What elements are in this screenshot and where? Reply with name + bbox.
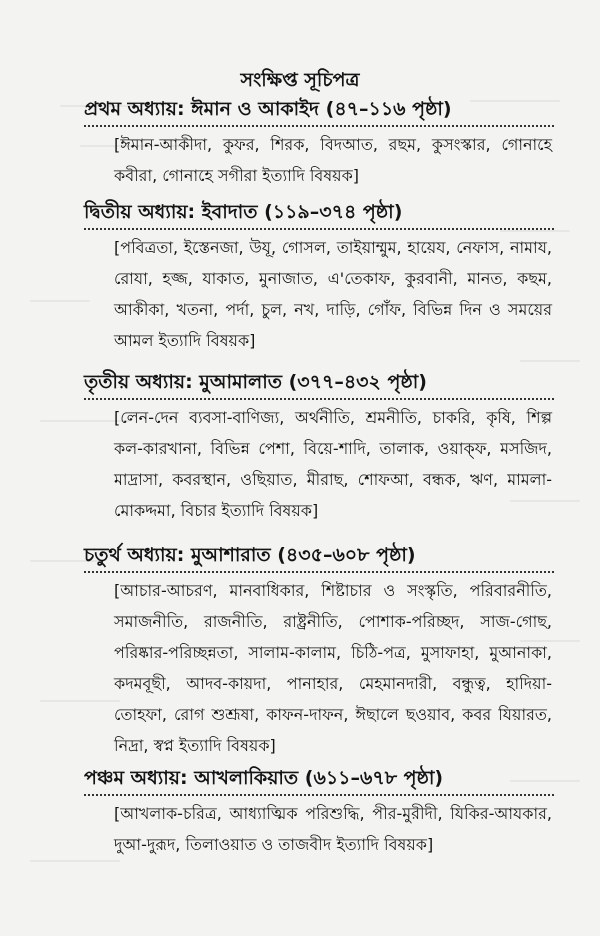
dotted-divider — [84, 794, 554, 796]
chapter-heading: চতুর্থ অধ্যায়: মুআশারাত (৪৩৫–৬০৮ পৃষ্ঠা) — [84, 544, 416, 566]
page-title: সংক্ষিপ্ত সূচিপত্র — [240, 69, 360, 91]
chapter-contents: [আখলাক-চরিত্র, আধ্যাত্মিক পরিশুদ্ধি, পীর-মুরীদী, যিকির-আযকার, দুআ-দুরূদ, তিলাওয়াত ও তাজবীদ ইত্যাদি বিষয়ক] — [114, 804, 552, 854]
chapter-2 — [84, 199, 554, 356]
dotted-divider — [84, 125, 554, 127]
chapter-heading: দ্বিতীয় অধ্যায়: ইবাদাত (১১৯–৩৭৪ পৃষ্ঠা) — [84, 201, 403, 223]
chapter-contents: [লেন-দেন ব্যবসা-বাণিজ্য, অর্থনীতি, শ্রমনীতি, চাকরি, কৃষি, শিল্প কল-কারখানা, বিভিন্ন পেশা, বিয়ে-শাদি, তালাক, ওয়াক্‌ফ, মসজিদ, মাদ্রাসা, কবরস্থান, ওছিয়াত, মীরাছ, শোফআ, বন্ধক, ঋণ, মামলা-মোকদ্দমা, বিচার ইত্যাদি বিষয়ক] — [114, 408, 552, 520]
dotted-divider — [84, 228, 554, 230]
chapter-contents: [ঈমান-আকীদা, কুফর, শিরক, বিদআত, রছম, কুসংস্কার, গোনাহে কবীরা, গোনাহে সগীরা ইত্যাদি বিষয়ক] — [114, 135, 552, 185]
dotted-divider — [84, 398, 554, 400]
chapter-heading: পঞ্চম অধ্যায়: আখলাকিয়াত (৬১১–৬৭৮ পৃষ্ঠা) — [84, 767, 444, 789]
chapter-heading: প্রথম অধ্যায়: ঈমান ও আকাইদ (৪৭–১১৬ পৃষ্ঠা) — [84, 98, 452, 120]
chapter-5 — [84, 765, 554, 860]
chapter-3 — [84, 369, 554, 526]
dotted-divider — [84, 571, 554, 573]
chapter-4 — [84, 542, 554, 761]
chapter-contents: [পবিত্রতা, ইস্তেনজা, উযূ, গোসল, তাইয়াম্মুম, হায়েয, নেফাস, নামায, রোযা, হজ্জ, যাকাত, মুনাজাত, এ'তেকাফ, কুরবানী, মানত, কছম, আকীকা, খতনা, পর্দা, চুল, নখ, দাড়ি, গোঁফ, বিভিন্ন দিন ও সময়ের আমল ইত্যাদি বিষয়ক] — [114, 238, 552, 350]
chapter-heading: তৃতীয় অধ্যায়: মুআমালাত (৩৭৭–৪৩২ পৃষ্ঠা) — [84, 371, 427, 393]
chapter-contents: [আচার-আচরণ, মানবাধিকার, শিষ্টাচার ও সংস্কৃতি, পরিবারনীতি, সমাজনীতি, রাজনীতি, রাষ্ট্রনীতি, পোশাক-পরিচ্ছদ, সাজ-গোছ, পরিষ্কার-পরিচ্ছন্নতা, সালাম-কালাম, চিঠি-পত্র, মুসাফাহা, মুআনাকা, কদমবূছী, আদব-কায়দা, পানাহার, মেহমানদারী, বন্ধুত্ব, হাদিয়া-তোহফা, রোগ শুশ্রূষা, কাফন-দাফন, ঈছালে ছওয়াব, কবর যিয়ারত, নিদ্রা, স্বপ্ন ইত্যাদি বিষয়ক] — [114, 581, 552, 755]
chapter-1 — [84, 96, 554, 191]
